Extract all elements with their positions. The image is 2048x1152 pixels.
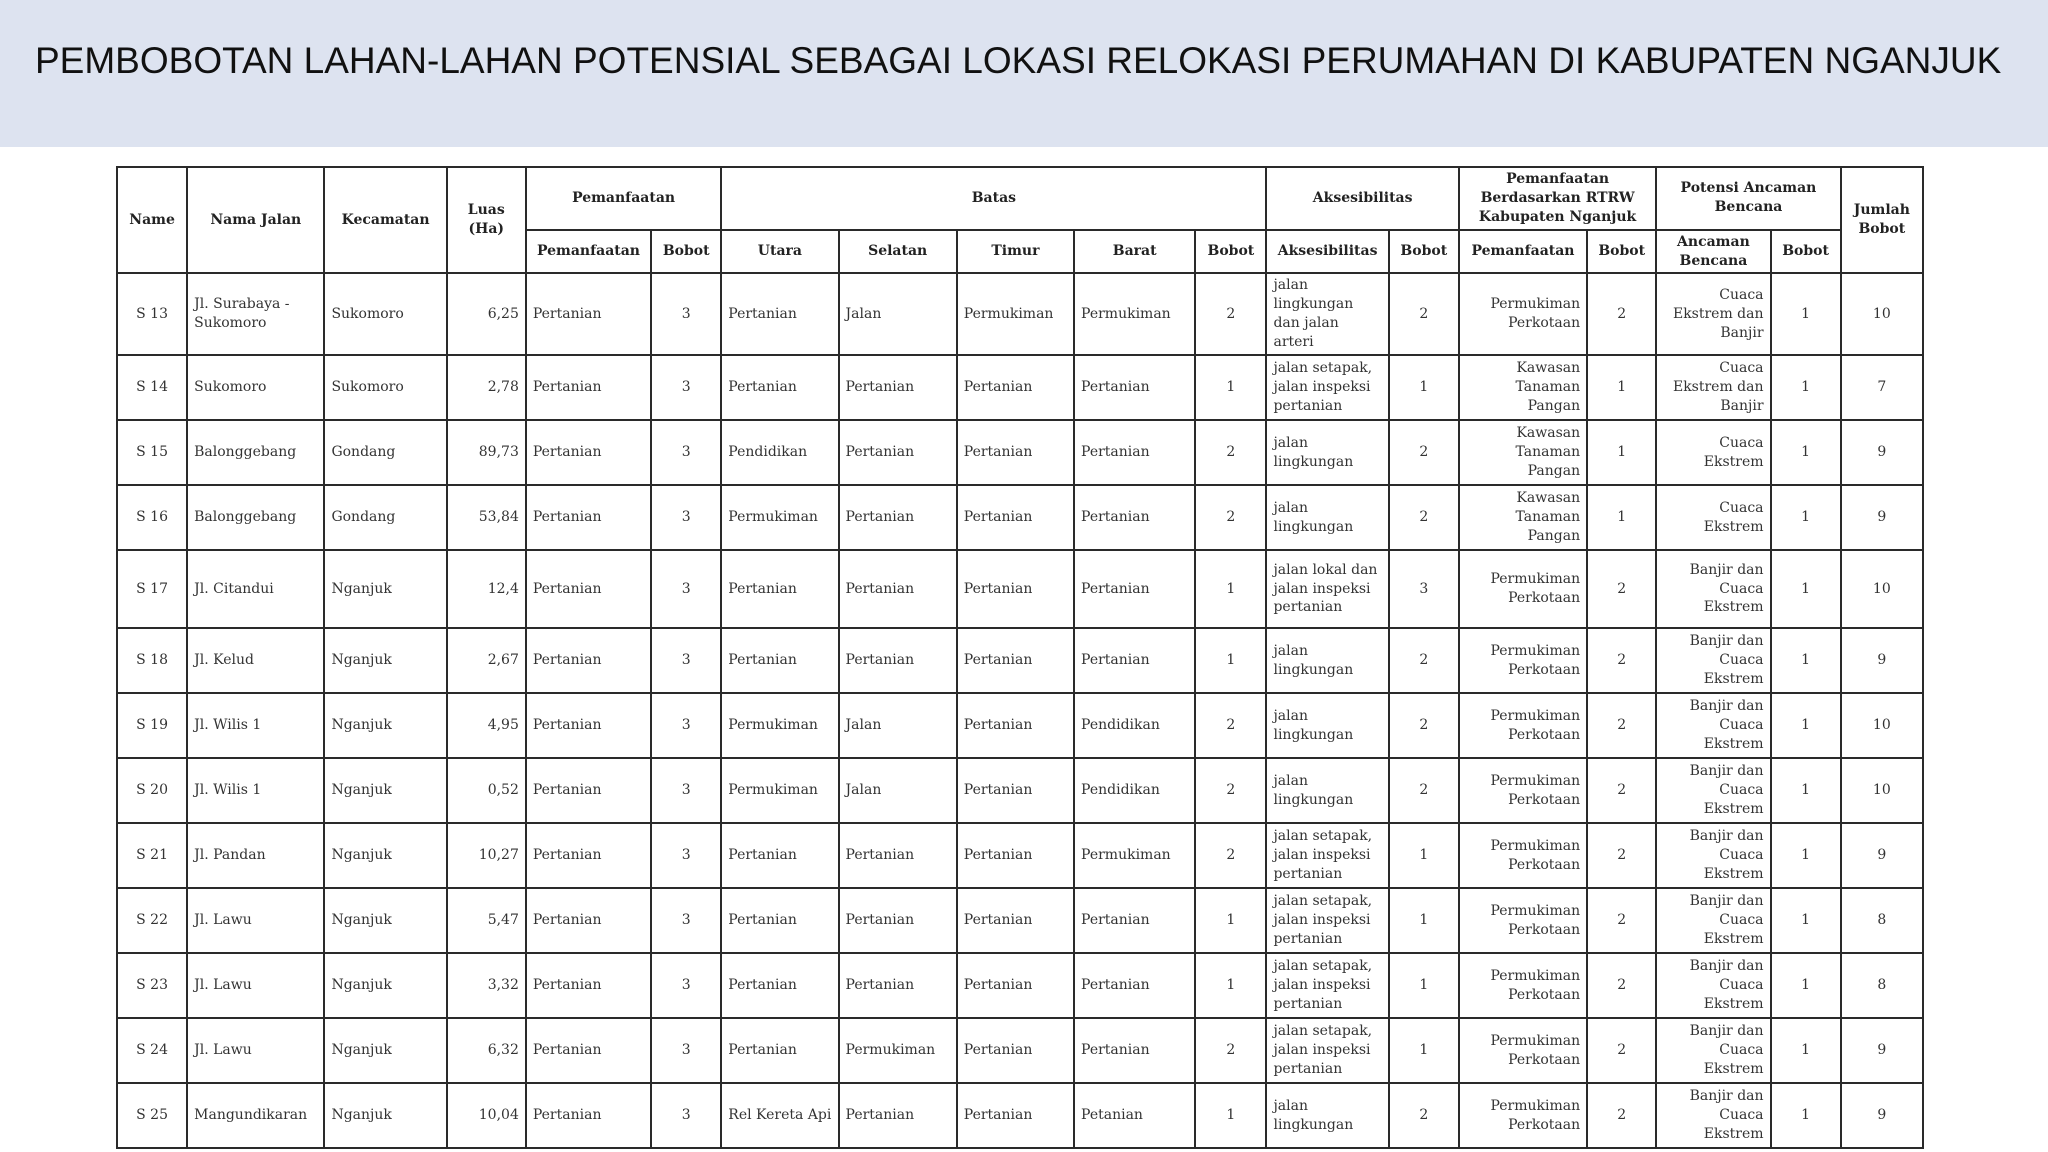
cell-bobot-aksesibilitas: 2 [1389, 758, 1459, 823]
cell-aksesibilitas: jalan lingkungan [1266, 758, 1388, 823]
cell-timur: Pertanian [957, 550, 1074, 628]
cell-bobot-aksesibilitas: 3 [1389, 550, 1459, 628]
cell-bobot-rtrw: 2 [1587, 823, 1656, 888]
cell-luas: 10,27 [447, 823, 526, 888]
cell-selatan: Jalan [839, 273, 957, 355]
cell-timur: Pertanian [957, 485, 1074, 550]
cell-luas: 6,25 [447, 273, 526, 355]
cell-barat: Pendidikan [1074, 758, 1195, 823]
cell-selatan: Pertanian [839, 420, 957, 485]
cell-bobot-batas: 2 [1195, 758, 1266, 823]
cell-barat: Pertanian [1074, 485, 1195, 550]
table-row [117, 355, 1923, 420]
cell-pemanfaatan: Pertanian [526, 485, 651, 550]
cell-nama-jalan: Jl. Kelud [187, 628, 324, 693]
cell-selatan: Pertanian [839, 953, 957, 1018]
cell-timur: Pertanian [957, 693, 1074, 758]
col-header-ancaman-bencana: Ancaman Bencana [1656, 230, 1770, 274]
cell-luas: 2,67 [447, 628, 526, 693]
cell-nama-jalan: Balonggebang [187, 420, 324, 485]
group-header-pemanfaatan: Pemanfaatan [526, 167, 721, 230]
cell-timur: Pertanian [957, 420, 1074, 485]
cell-pemanfaatan-rtrw: Permukiman Perkotaan [1459, 823, 1587, 888]
cell-nama-jalan: Mangundikaran [187, 1083, 324, 1148]
col-header-bobot-ancaman: Bobot [1771, 230, 1841, 274]
col-header-jumlah-bobot: Jumlah Bobot [1841, 167, 1923, 273]
cell-bobot-batas: 2 [1195, 693, 1266, 758]
cell-aksesibilitas: jalan lingkungan dan jalan arteri [1266, 273, 1388, 355]
cell-nama-jalan: Jl. Lawu [187, 888, 324, 953]
cell-luas: 0,52 [447, 758, 526, 823]
table-row [117, 823, 1923, 888]
cell-bobot-batas: 2 [1195, 420, 1266, 485]
cell-pemanfaatan: Pertanian [526, 628, 651, 693]
cell-ancaman-bencana: Banjir dan Cuaca Ekstrem [1656, 1018, 1770, 1083]
cell-luas: 53,84 [447, 485, 526, 550]
cell-aksesibilitas: jalan setapak, jalan inspeksi pertanian [1266, 888, 1388, 953]
cell-name: S 19 [117, 693, 187, 758]
cell-jumlah-bobot: 9 [1841, 1083, 1923, 1148]
cell-timur: Pertanian [957, 1018, 1074, 1083]
table-row [117, 953, 1923, 1018]
col-header-aksesibilitas: Aksesibilitas [1266, 230, 1388, 274]
cell-bobot-pemanfaatan: 3 [651, 823, 721, 888]
cell-aksesibilitas: jalan lingkungan [1266, 420, 1388, 485]
col-header-pemanfaatan-rtrw: Pemanfaatan [1459, 230, 1587, 274]
col-header-kecamatan: Kecamatan [324, 167, 446, 273]
cell-jumlah-bobot: 9 [1841, 485, 1923, 550]
cell-timur: Pertanian [957, 1083, 1074, 1148]
cell-pemanfaatan: Pertanian [526, 420, 651, 485]
cell-nama-jalan: Jl. Citandui [187, 550, 324, 628]
cell-pemanfaatan-rtrw: Permukiman Perkotaan [1459, 1083, 1587, 1148]
cell-jumlah-bobot: 10 [1841, 758, 1923, 823]
cell-utara: Pertanian [721, 355, 838, 420]
cell-bobot-pemanfaatan: 3 [651, 693, 721, 758]
table-row [117, 485, 1923, 550]
cell-aksesibilitas: jalan lingkungan [1266, 1083, 1388, 1148]
table-body [117, 273, 1923, 1148]
cell-luas: 10,04 [447, 1083, 526, 1148]
cell-utara: Permukiman [721, 693, 838, 758]
cell-aksesibilitas: jalan setapak, jalan inspeksi pertanian [1266, 355, 1388, 420]
cell-jumlah-bobot: 9 [1841, 1018, 1923, 1083]
cell-pemanfaatan: Pertanian [526, 953, 651, 1018]
cell-barat: Pertanian [1074, 355, 1195, 420]
cell-kecamatan: Nganjuk [324, 888, 446, 953]
cell-bobot-pemanfaatan: 3 [651, 888, 721, 953]
cell-selatan: Pertanian [839, 550, 957, 628]
cell-ancaman-bencana: Banjir dan Cuaca Ekstrem [1656, 888, 1770, 953]
cell-barat: Pertanian [1074, 1018, 1195, 1083]
cell-bobot-aksesibilitas: 1 [1389, 823, 1459, 888]
cell-bobot-pemanfaatan: 3 [651, 355, 721, 420]
cell-kecamatan: Sukomoro [324, 273, 446, 355]
cell-bobot-rtrw: 2 [1587, 273, 1656, 355]
cell-pemanfaatan-rtrw: Permukiman Perkotaan [1459, 758, 1587, 823]
cell-utara: Permukiman [721, 485, 838, 550]
cell-bobot-pemanfaatan: 3 [651, 758, 721, 823]
cell-ancaman-bencana: Banjir dan Cuaca Ekstrem [1656, 550, 1770, 628]
cell-bobot-pemanfaatan: 3 [651, 420, 721, 485]
cell-selatan: Jalan [839, 758, 957, 823]
cell-selatan: Pertanian [839, 485, 957, 550]
cell-nama-jalan: Jl. Wilis 1 [187, 758, 324, 823]
cell-bobot-batas: 1 [1195, 888, 1266, 953]
cell-bobot-batas: 2 [1195, 1018, 1266, 1083]
cell-bobot-rtrw: 2 [1587, 888, 1656, 953]
cell-pemanfaatan-rtrw: Permukiman Perkotaan [1459, 953, 1587, 1018]
cell-utara: Pertanian [721, 550, 838, 628]
cell-bobot-rtrw: 2 [1587, 693, 1656, 758]
table-container [116, 166, 1924, 1142]
cell-bobot-ancaman: 1 [1771, 550, 1841, 628]
cell-bobot-ancaman: 1 [1771, 273, 1841, 355]
cell-timur: Pertanian [957, 355, 1074, 420]
cell-luas: 6,32 [447, 1018, 526, 1083]
cell-jumlah-bobot: 9 [1841, 628, 1923, 693]
table-row [117, 888, 1923, 953]
cell-pemanfaatan-rtrw: Permukiman Perkotaan [1459, 273, 1587, 355]
cell-utara: Pertanian [721, 273, 838, 355]
cell-aksesibilitas: jalan setapak, jalan inspeksi pertanian [1266, 953, 1388, 1018]
group-header-batas: Batas [721, 167, 1266, 230]
cell-name: S 22 [117, 888, 187, 953]
cell-utara: Pertanian [721, 628, 838, 693]
cell-barat: Permukiman [1074, 823, 1195, 888]
cell-bobot-ancaman: 1 [1771, 628, 1841, 693]
cell-bobot-batas: 1 [1195, 1083, 1266, 1148]
group-header-aksesibilitas: Aksesibilitas [1266, 167, 1458, 230]
header-row-top [117, 167, 1923, 230]
cell-bobot-rtrw: 2 [1587, 1083, 1656, 1148]
cell-kecamatan: Nganjuk [324, 758, 446, 823]
cell-pemanfaatan: Pertanian [526, 693, 651, 758]
cell-selatan: Pertanian [839, 888, 957, 953]
cell-ancaman-bencana: Banjir dan Cuaca Ekstrem [1656, 1083, 1770, 1148]
cell-pemanfaatan: Pertanian [526, 1083, 651, 1148]
cell-pemanfaatan: Pertanian [526, 550, 651, 628]
cell-bobot-ancaman: 1 [1771, 1083, 1841, 1148]
cell-jumlah-bobot: 10 [1841, 273, 1923, 355]
cell-kecamatan: Sukomoro [324, 355, 446, 420]
cell-ancaman-bencana: Banjir dan Cuaca Ekstrem [1656, 693, 1770, 758]
col-header-nama-jalan: Nama Jalan [187, 167, 324, 273]
cell-kecamatan: Nganjuk [324, 693, 446, 758]
cell-kecamatan: Nganjuk [324, 550, 446, 628]
col-header-utara: Utara [721, 230, 838, 274]
cell-pemanfaatan: Pertanian [526, 888, 651, 953]
cell-bobot-aksesibilitas: 2 [1389, 420, 1459, 485]
cell-utara: Permukiman [721, 758, 838, 823]
cell-bobot-batas: 2 [1195, 485, 1266, 550]
col-header-bobot-aksesibilitas: Bobot [1389, 230, 1459, 274]
cell-pemanfaatan-rtrw: Permukiman Perkotaan [1459, 1018, 1587, 1083]
cell-bobot-rtrw: 1 [1587, 485, 1656, 550]
col-header-barat: Barat [1074, 230, 1195, 274]
cell-bobot-batas: 2 [1195, 273, 1266, 355]
cell-bobot-ancaman: 1 [1771, 1018, 1841, 1083]
cell-bobot-aksesibilitas: 2 [1389, 693, 1459, 758]
cell-bobot-ancaman: 1 [1771, 823, 1841, 888]
cell-bobot-pemanfaatan: 3 [651, 953, 721, 1018]
cell-bobot-ancaman: 1 [1771, 420, 1841, 485]
cell-nama-jalan: Balonggebang [187, 485, 324, 550]
cell-bobot-batas: 1 [1195, 355, 1266, 420]
cell-pemanfaatan-rtrw: Kawasan Tanaman Pangan [1459, 355, 1587, 420]
cell-barat: Pendidikan [1074, 693, 1195, 758]
col-header-bobot-rtrw: Bobot [1587, 230, 1656, 274]
title-band [0, 0, 2048, 147]
cell-luas: 3,32 [447, 953, 526, 1018]
cell-name: S 24 [117, 1018, 187, 1083]
cell-selatan: Permukiman [839, 1018, 957, 1083]
cell-bobot-aksesibilitas: 1 [1389, 355, 1459, 420]
cell-barat: Pertanian [1074, 628, 1195, 693]
cell-luas: 2,78 [447, 355, 526, 420]
table-row [117, 693, 1923, 758]
cell-bobot-rtrw: 1 [1587, 420, 1656, 485]
cell-timur: Pertanian [957, 888, 1074, 953]
cell-pemanfaatan-rtrw: Kawasan Tanaman Pangan [1459, 420, 1587, 485]
cell-aksesibilitas: jalan setapak, jalan inspeksi pertanian [1266, 823, 1388, 888]
cell-timur: Permukiman [957, 273, 1074, 355]
cell-jumlah-bobot: 7 [1841, 355, 1923, 420]
cell-bobot-aksesibilitas: 1 [1389, 888, 1459, 953]
cell-timur: Pertanian [957, 823, 1074, 888]
cell-bobot-rtrw: 2 [1587, 953, 1656, 1018]
cell-kecamatan: Nganjuk [324, 823, 446, 888]
col-header-luas: Luas (Ha) [447, 167, 526, 273]
cell-bobot-aksesibilitas: 1 [1389, 1018, 1459, 1083]
cell-pemanfaatan-rtrw: Permukiman Perkotaan [1459, 888, 1587, 953]
cell-kecamatan: Gondang [324, 420, 446, 485]
col-header-name: Name [117, 167, 187, 273]
cell-bobot-ancaman: 1 [1771, 693, 1841, 758]
cell-name: S 18 [117, 628, 187, 693]
cell-ancaman-bencana: Cuaca Ekstrem dan Banjir [1656, 355, 1770, 420]
cell-luas: 5,47 [447, 888, 526, 953]
cell-bobot-pemanfaatan: 3 [651, 1083, 721, 1148]
cell-nama-jalan: Jl. Pandan [187, 823, 324, 888]
cell-name: S 14 [117, 355, 187, 420]
cell-bobot-batas: 1 [1195, 550, 1266, 628]
col-header-timur: Timur [957, 230, 1074, 274]
group-header-rtrw: Pemanfaatan Berdasarkan RTRW Kabupaten Nganjuk [1459, 167, 1656, 230]
cell-nama-jalan: Jl. Wilis 1 [187, 693, 324, 758]
cell-name: S 17 [117, 550, 187, 628]
cell-name: S 13 [117, 273, 187, 355]
table-row [117, 273, 1923, 355]
cell-barat: Permukiman [1074, 273, 1195, 355]
cell-bobot-pemanfaatan: 3 [651, 273, 721, 355]
weighting-table [116, 166, 1924, 1149]
cell-pemanfaatan: Pertanian [526, 823, 651, 888]
cell-utara: Rel Kereta Api [721, 1083, 838, 1148]
cell-barat: Pertanian [1074, 953, 1195, 1018]
cell-pemanfaatan: Pertanian [526, 1018, 651, 1083]
col-header-selatan: Selatan [839, 230, 957, 274]
cell-selatan: Pertanian [839, 1083, 957, 1148]
cell-kecamatan: Nganjuk [324, 953, 446, 1018]
cell-utara: Pertanian [721, 888, 838, 953]
cell-utara: Pertanian [721, 823, 838, 888]
page-title: PEMBOBOTAN LAHAN-LAHAN POTENSIAL SEBAGAI LOKASI RELOKASI PERUMAHAN DI KABUPATEN NGANJUK [35, 40, 2002, 81]
cell-luas: 4,95 [447, 693, 526, 758]
cell-timur: Pertanian [957, 628, 1074, 693]
cell-pemanfaatan: Pertanian [526, 273, 651, 355]
cell-bobot-pemanfaatan: 3 [651, 550, 721, 628]
cell-bobot-ancaman: 1 [1771, 758, 1841, 823]
cell-aksesibilitas: jalan lokal dan jalan inspeksi pertanian [1266, 550, 1388, 628]
cell-aksesibilitas: jalan lingkungan [1266, 485, 1388, 550]
cell-selatan: Jalan [839, 693, 957, 758]
cell-utara: Pertanian [721, 953, 838, 1018]
cell-pemanfaatan-rtrw: Kawasan Tanaman Pangan [1459, 485, 1587, 550]
cell-ancaman-bencana: Cuaca Ekstrem [1656, 485, 1770, 550]
cell-nama-jalan: Sukomoro [187, 355, 324, 420]
table-row [117, 550, 1923, 628]
col-header-pemanfaatan: Pemanfaatan [526, 230, 651, 274]
cell-ancaman-bencana: Banjir dan Cuaca Ekstrem [1656, 758, 1770, 823]
table-row [117, 1083, 1923, 1148]
group-header-ancaman: Potensi Ancaman Bencana [1656, 167, 1840, 230]
cell-pemanfaatan: Pertanian [526, 758, 651, 823]
cell-name: S 20 [117, 758, 187, 823]
cell-timur: Pertanian [957, 953, 1074, 1018]
cell-pemanfaatan-rtrw: Permukiman Perkotaan [1459, 693, 1587, 758]
cell-bobot-ancaman: 1 [1771, 953, 1841, 1018]
cell-bobot-pemanfaatan: 3 [651, 628, 721, 693]
cell-kecamatan: Gondang [324, 485, 446, 550]
cell-ancaman-bencana: Banjir dan Cuaca Ekstrem [1656, 628, 1770, 693]
cell-pemanfaatan: Pertanian [526, 355, 651, 420]
cell-kecamatan: Nganjuk [324, 1018, 446, 1083]
cell-jumlah-bobot: 9 [1841, 823, 1923, 888]
cell-pemanfaatan-rtrw: Permukiman Perkotaan [1459, 550, 1587, 628]
cell-jumlah-bobot: 10 [1841, 550, 1923, 628]
cell-utara: Pertanian [721, 1018, 838, 1083]
cell-jumlah-bobot: 8 [1841, 888, 1923, 953]
cell-barat: Pertanian [1074, 420, 1195, 485]
col-header-bobot-pemanfaatan: Bobot [651, 230, 721, 274]
cell-bobot-rtrw: 1 [1587, 355, 1656, 420]
cell-bobot-aksesibilitas: 1 [1389, 953, 1459, 1018]
cell-luas: 12,4 [447, 550, 526, 628]
cell-bobot-rtrw: 2 [1587, 550, 1656, 628]
cell-jumlah-bobot: 10 [1841, 693, 1923, 758]
cell-name: S 21 [117, 823, 187, 888]
cell-kecamatan: Nganjuk [324, 628, 446, 693]
cell-jumlah-bobot: 9 [1841, 420, 1923, 485]
cell-bobot-batas: 1 [1195, 953, 1266, 1018]
cell-bobot-ancaman: 1 [1771, 485, 1841, 550]
cell-kecamatan: Nganjuk [324, 1083, 446, 1148]
cell-aksesibilitas: jalan setapak, jalan inspeksi pertanian [1266, 1018, 1388, 1083]
cell-barat: Pertanian [1074, 888, 1195, 953]
cell-bobot-rtrw: 2 [1587, 1018, 1656, 1083]
cell-bobot-aksesibilitas: 2 [1389, 1083, 1459, 1148]
cell-barat: Petanian [1074, 1083, 1195, 1148]
cell-bobot-aksesibilitas: 2 [1389, 485, 1459, 550]
cell-name: S 16 [117, 485, 187, 550]
cell-ancaman-bencana: Banjir dan Cuaca Ekstrem [1656, 953, 1770, 1018]
cell-selatan: Pertanian [839, 628, 957, 693]
cell-ancaman-bencana: Cuaca Ekstrem [1656, 420, 1770, 485]
cell-aksesibilitas: jalan lingkungan [1266, 693, 1388, 758]
cell-selatan: Pertanian [839, 355, 957, 420]
cell-selatan: Pertanian [839, 823, 957, 888]
cell-aksesibilitas: jalan lingkungan [1266, 628, 1388, 693]
table-row [117, 758, 1923, 823]
cell-bobot-pemanfaatan: 3 [651, 1018, 721, 1083]
cell-timur: Pertanian [957, 758, 1074, 823]
cell-barat: Pertanian [1074, 550, 1195, 628]
cell-jumlah-bobot: 8 [1841, 953, 1923, 1018]
cell-bobot-rtrw: 2 [1587, 758, 1656, 823]
cell-bobot-ancaman: 1 [1771, 355, 1841, 420]
cell-nama-jalan: Jl. Surabaya - Sukomoro [187, 273, 324, 355]
col-header-bobot-batas: Bobot [1195, 230, 1266, 274]
table-row [117, 628, 1923, 693]
cell-nama-jalan: Jl. Lawu [187, 953, 324, 1018]
cell-pemanfaatan-rtrw: Permukiman Perkotaan [1459, 628, 1587, 693]
cell-name: S 15 [117, 420, 187, 485]
cell-ancaman-bencana: Banjir dan Cuaca Ekstrem [1656, 823, 1770, 888]
cell-ancaman-bencana: Cuaca Ekstrem dan Banjir [1656, 273, 1770, 355]
cell-utara: Pendidikan [721, 420, 838, 485]
table-row [117, 420, 1923, 485]
cell-bobot-pemanfaatan: 3 [651, 485, 721, 550]
cell-bobot-batas: 2 [1195, 823, 1266, 888]
cell-luas: 89,73 [447, 420, 526, 485]
cell-bobot-ancaman: 1 [1771, 888, 1841, 953]
table-row [117, 1018, 1923, 1083]
cell-name: S 25 [117, 1083, 187, 1148]
cell-name: S 23 [117, 953, 187, 1018]
cell-bobot-aksesibilitas: 2 [1389, 628, 1459, 693]
cell-bobot-aksesibilitas: 2 [1389, 273, 1459, 355]
cell-nama-jalan: Jl. Lawu [187, 1018, 324, 1083]
cell-bobot-batas: 1 [1195, 628, 1266, 693]
cell-bobot-rtrw: 2 [1587, 628, 1656, 693]
